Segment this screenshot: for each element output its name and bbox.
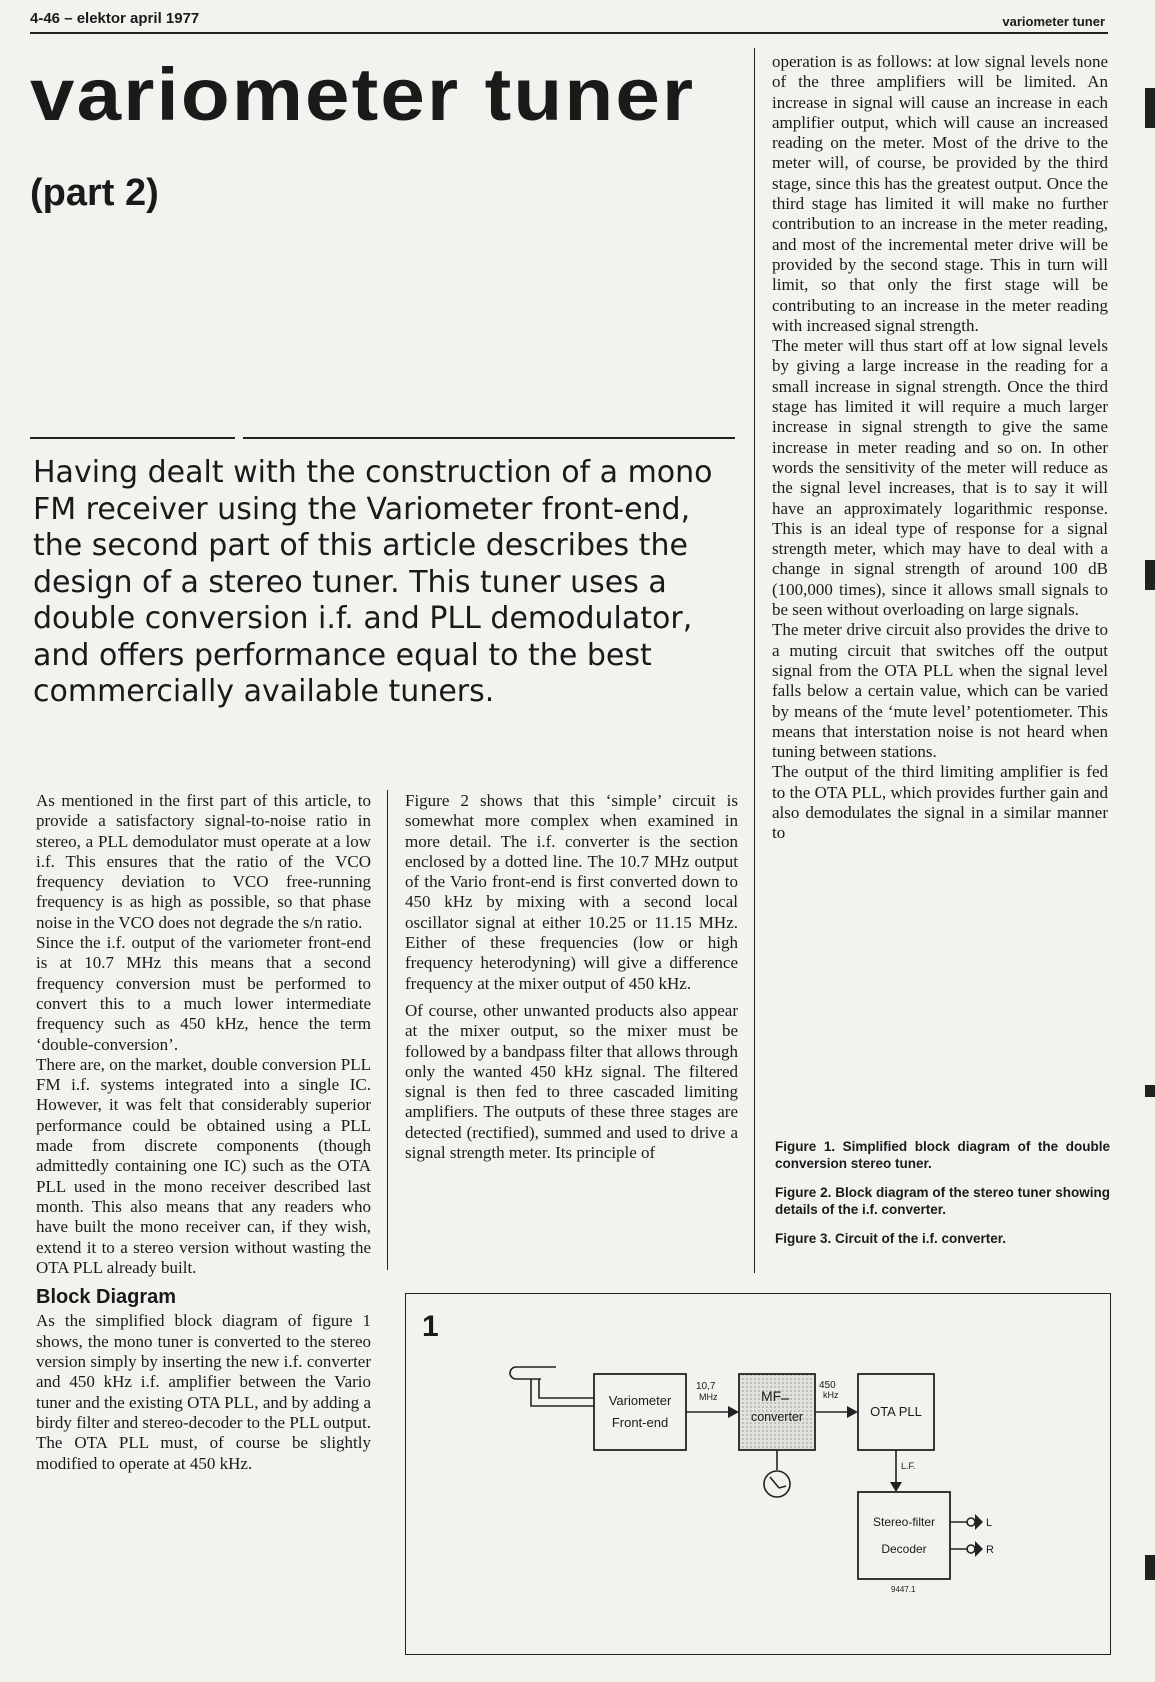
stereo-decoder-box xyxy=(858,1492,950,1579)
antenna-icon xyxy=(510,1367,594,1406)
figure-code: 9447.1 xyxy=(891,1585,916,1594)
section-heading: Block Diagram xyxy=(36,1286,177,1309)
decoder-label: Decoder xyxy=(881,1542,927,1556)
article-subtitle: (part 2) xyxy=(30,172,159,214)
freq-450-label: 450 xyxy=(819,1380,836,1391)
paragraph: There are, on the market, double conversion PLL FM i.f. systems integrated into a single IC. However, it was felt that considerably superior performance could be obtained using a PLL made from discrete components (though admittedly containing one IC) such as the OTA PLL used in the mono receiver described last month. This also means that any readers who have built the mono receiver can, if they wish, extend it to a stereo version without wasting the OTA PLL already built. xyxy=(36,1054,371,1277)
caption-figure-3: Figure 3. Circuit of the i.f. converter. xyxy=(775,1231,1007,1246)
paragraph: As the simplified block diagram of figure 1 shows, the mono tuner is converted to the stereo version simply by inserting the new i.f. converter and 450 kHz i.f. amplifier between the Vario tuner and the existing OTA PLL, and by adding a birdy filter and stereo-decoder to the PLL output. The OTA PLL must, of course be slightly modified to operate at 450 kHz. xyxy=(36,1311,371,1473)
column-1 xyxy=(36,791,371,1474)
column-3 xyxy=(772,52,1108,844)
paragraph: The output of the third limiting amplifier is fed to the OTA PLL, which provides further gain and also demodulates the signal in a similar manner to xyxy=(772,762,1108,843)
stereo-filter-label: Stereo-filter xyxy=(872,1515,936,1529)
lead-rule-right xyxy=(243,437,735,439)
figure-1-block-diagram xyxy=(405,1293,1111,1655)
output-r-connector xyxy=(950,1541,983,1557)
article-title: variometer tuner xyxy=(30,53,696,136)
output-l-label: L xyxy=(986,1517,993,1529)
paragraph: Figure 2 shows that this ‘simple’ circuit is somewhat more complex when examined in more detail. The i.f. converter is the section enclosed by a dotted line. The 10.7 MHz output of the Vario front-end is first converted down to 450 kHz by mixing with a second local oscillator signal at either 10.25 or 11.15 MHz. Either of these frequencies (low or high frequency heterodyning) will give a difference frequency at the mixer output of 450 kHz. xyxy=(405,791,738,993)
freq-mhz-label: MHz xyxy=(699,1392,718,1402)
lf-label: L.F. xyxy=(901,1461,916,1471)
freq-107-label: 10,7 xyxy=(696,1381,716,1392)
variometer-frontend-box xyxy=(594,1374,686,1450)
output-l-connector xyxy=(950,1514,983,1530)
mf-label: MF xyxy=(761,1388,782,1404)
scan-edge-mark xyxy=(1145,1555,1155,1580)
paragraph: The meter will thus start off at low signal levels by giving a large increase in the reading for a small increase in signal strength. Once the third stage has limited it will require a much larger increase in signal strength to give the same increase in meter reading and so on. In other words the sensitivity of the meter will reduce as the signal level increases, that is to say it will have an approximately logarithmic response. This is an ideal type of response for a signal strength meter, which may have to deal with a change in signal strength of around 100 dB (100,000 times), since it allows small signals to be seen without overloading on large signals. xyxy=(772,336,1108,620)
paragraph: As mentioned in the first part of this article, to provide a satisfactory signal-to-noise ratio in stereo, a PLL demodulator must operate at a low i.f. This ensures that the ratio of the VCO frequency deviation to VCO free-running frequency is as high as possible, so that phase noise in the VCO does not degrade the s/n ratio. xyxy=(36,791,371,932)
page-header-right: variometer tuner xyxy=(1002,14,1105,29)
figure-captions xyxy=(775,1138,1110,1259)
paragraph: The meter drive circuit also provides the drive to a muting circuit that switches off the output signal from the OTA PLL when the signal level falls below a certain value, which can be varied by means of the ‘mute level’ potentiometer. This means that interstation noise is not heard when tuning between stations. xyxy=(772,620,1108,762)
arrow-icon xyxy=(847,1406,858,1418)
paragraph: Of course, other unwanted products also appear at the mixer output, so the mixer must be followed by a bandpass filter that allows through only the wanted 450 kHz signal. The filtered signal is then fed to three cascaded limiting amplifiers. The outputs of these three stages are detected (rectified), summed and used to drive a signal strength meter. Its principle of xyxy=(405,1000,738,1163)
freq-khz-label: kHz xyxy=(823,1390,839,1400)
caption-figure-2: Figure 2. Block diagram of the stereo tuner showing details of the i.f. converter. xyxy=(775,1185,1110,1217)
column-2 xyxy=(405,791,738,1163)
column-divider xyxy=(754,48,755,1273)
scan-edge-mark xyxy=(1145,560,1155,590)
lead-paragraph: Having dealt with the construction of a mono FM receiver using the Variometer front-end, the second part of this article describes the design of a stereo tuner. This tuner uses a double conversion i.f. and PLL demodulator, and offers performance equal to the best commercially available tuners. xyxy=(33,455,713,709)
frontend-label: Front-end xyxy=(611,1415,669,1430)
page-header-left: 4-46 – elektor april 1977 xyxy=(30,10,200,27)
variometer-label: Variometer xyxy=(608,1393,672,1408)
paragraph: operation is as follows: at low signal levels none of the three amplifiers will be limited. An increase in signal will cause an increase in each amplifier output, which will cause an increased reading on the meter. Most of the drive to the meter will, of course, be provided by the third stage, since this has the greatest output. Once the third stage has limited it will make no further contribution to an increase in the meter reading, and most of the incremental meter drive will be provided by the second stage. This in turn will limit, so that only the first stage will be contributing to an increase in the meter reading with increased signal strength. xyxy=(772,52,1108,335)
paragraph: Since the i.f. output of the variometer front-end is at 10.7 MHz this means that a second frequency conversion must be performed to convert this to a much lower intermediate frequency such as 450 kHz, hence the term ‘double-conversion’. xyxy=(36,933,371,1054)
meter-icon xyxy=(764,1471,790,1497)
converter-label: converter xyxy=(750,1410,804,1424)
output-r-label: R xyxy=(986,1544,994,1556)
caption-figure-1: Figure 1. Simplified block diagram of the double conversion stereo tuner. xyxy=(775,1139,1110,1171)
figure-number: 1 xyxy=(422,1310,439,1343)
column-divider xyxy=(387,790,388,1270)
scan-edge-mark xyxy=(1145,88,1155,128)
lead-rule-left xyxy=(30,437,235,439)
arrow-down-icon xyxy=(890,1482,902,1492)
ota-pll-label: OTA PLL xyxy=(870,1404,922,1419)
header-rule xyxy=(30,32,1108,34)
scan-edge-mark xyxy=(1145,1085,1155,1097)
arrow-icon xyxy=(728,1406,739,1418)
